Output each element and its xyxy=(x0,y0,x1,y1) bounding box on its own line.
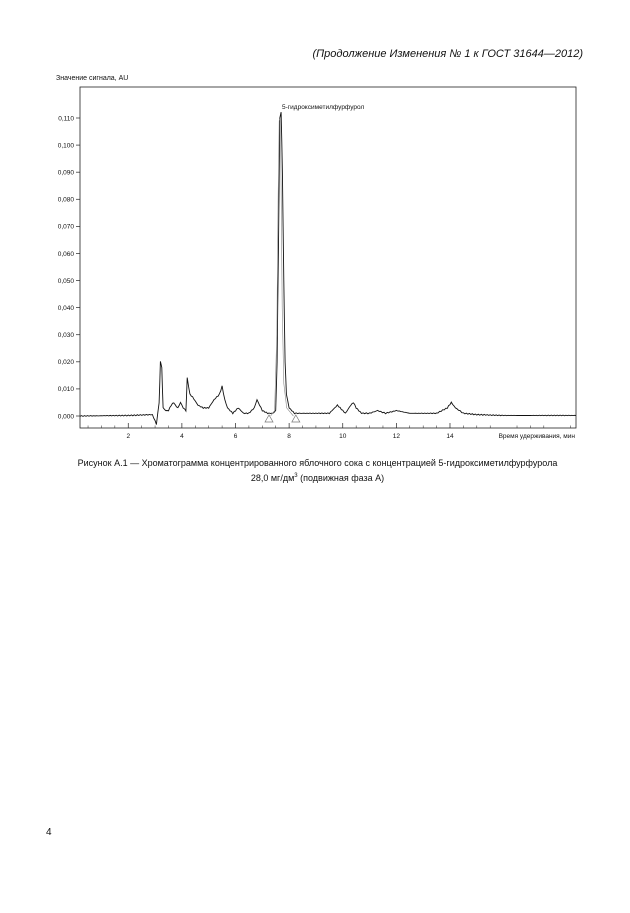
x-tick-label: 6 xyxy=(233,433,238,440)
baseline-marker xyxy=(265,415,273,422)
baseline-markers xyxy=(265,415,300,422)
caption-superscript: 3 xyxy=(294,473,298,479)
y-tick-label: 0,070 xyxy=(57,223,74,231)
x-tick-label: 4 xyxy=(180,433,184,440)
y-axis-label: Значение сигнала, AU xyxy=(56,75,129,82)
y-tick-label: 0,050 xyxy=(57,277,74,285)
caption-phase: (подвижная фаза А) xyxy=(297,473,385,483)
y-tick-label: 0,100 xyxy=(57,142,74,150)
plot-frame xyxy=(80,87,576,428)
x-ticks xyxy=(126,423,454,440)
caption-line-1: Рисунок А.1 — Хроматограмма концентрированного яблочного сока с концентрацией 5-гидроксиметилфурфурола xyxy=(77,458,558,468)
chromatogram-chart xyxy=(0,0,630,450)
y-tick-label: 0,060 xyxy=(57,250,74,258)
page-number: 4 xyxy=(46,827,52,838)
caption-concentration: 28,0 мг/дм xyxy=(250,473,295,483)
caption-line-2 xyxy=(30,470,605,485)
x-axis-label: Время удерживания, мин xyxy=(498,433,575,440)
y-tick-label: 0,000 xyxy=(57,413,74,421)
y-tick-label: 0,090 xyxy=(57,169,74,177)
y-tick-label: 0,030 xyxy=(57,332,74,340)
x-tick-label: 8 xyxy=(287,433,291,440)
y-tick-label: 0,020 xyxy=(57,359,74,367)
baseline-marker xyxy=(292,415,300,422)
y-tick-label: 0,110 xyxy=(58,115,74,123)
y-tick-label: 0,010 xyxy=(57,386,74,394)
y-ticks xyxy=(58,115,80,420)
x-tick-label: 10 xyxy=(339,433,347,440)
figure-caption xyxy=(30,457,605,485)
y-tick-label: 0,080 xyxy=(57,196,74,204)
x-tick-label: 12 xyxy=(392,433,400,440)
x-tick-label: 14 xyxy=(446,433,454,440)
document-header: (Продолжение Изменения № 1 к ГОСТ 31644—2012) xyxy=(312,48,583,60)
chromatogram-trace xyxy=(80,112,576,425)
y-tick-label: 0,040 xyxy=(57,304,74,312)
x-tick-label: 2 xyxy=(126,433,131,440)
peak-label: 5-гидроксиметилфурфурол xyxy=(282,104,365,111)
